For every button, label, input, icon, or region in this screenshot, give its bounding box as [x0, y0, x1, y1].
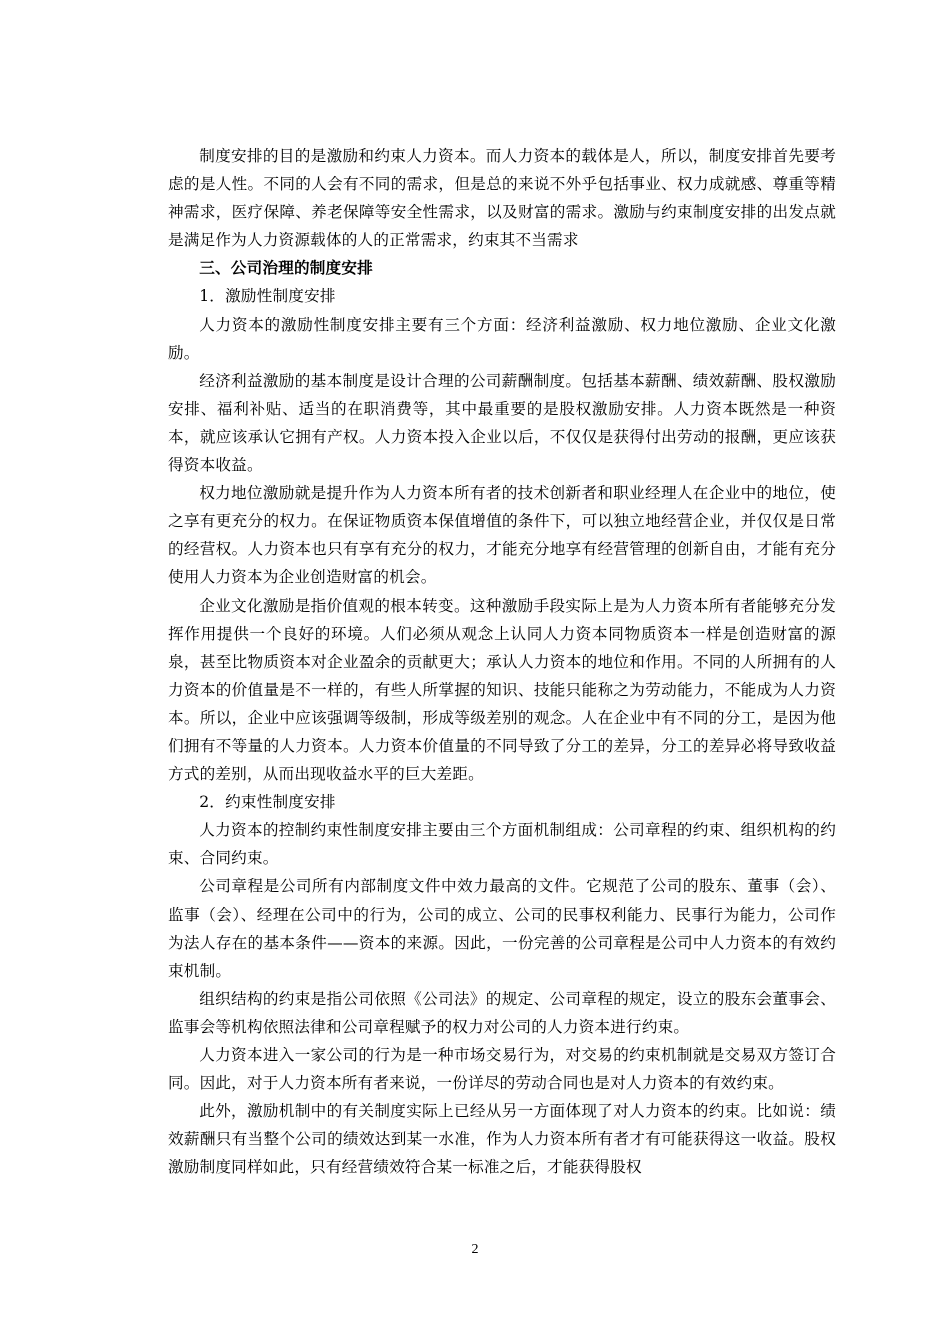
subsection-heading-incentive: 1．激励性制度安排	[199, 287, 336, 306]
paragraph-additional: 此外，激励机制中的有关制度实际上已经从另一方面体现了对人力资本的约束。比如说：绩效薪酬只有当整个公司的绩效达到某一水准，作为人力资本所有者才有可能获得这一收益。股权激励制度同样如此，只有经营绩效符合某一标准之后，才能获得股权	[168, 1102, 836, 1177]
paragraph-structure-constraint: 组织结构的约束是指公司依照《公司法》的规定、公司章程的规定，设立的股东会董事会、监事会等机构依照法律和公司章程赋予的权力对公司的人力资本进行约束。	[168, 989, 836, 1036]
paragraph-power-incentive: 权力地位激励就是提升作为人力资本所有者的技术创新者和职业经理人在企业中的地位，使之享有更充分的权力。在保证物质资本保值增值的条件下，可以独立地经营企业，并仅仅是日常的经营权。人力资本也只有享有充分的权力，才能充分地享有经营管理的创新自由，才能有充分使用人力资本为企业创造财富的机会。	[168, 484, 836, 587]
paragraph-culture-incentive: 企业文化激励是指价值观的根本转变。这种激励手段实际上是为人力资本所有者能够充分发挥作用提供一个良好的环境。人们必须从观念上认同人力资本同物质资本一样是创造财富的源泉，甚至比物质资本对企业盈余的贡献更大；承认人力资本的地位和作用。不同的人所拥有的人力资本的价值量是不一样的，有些人所掌握的知识、技能只能称之为劳动能力，不能成为人力资本。所以，企业中应该强调等级制，形成等级差别的观念。人在企业中有不同的分工，是因为他们拥有不等量的人力资本。人力资本价值量的不同导致了分工的差异，分工的差异必将导致收益方式的差别，从而出现收益水平的巨大差距。	[168, 596, 836, 784]
paragraph-charter-constraint: 公司章程是公司所有内部制度文件中效力最高的文件。它规范了公司的股东、董事（会）、监事（会）、经理在公司中的行为，公司的成立、公司的民事权利能力、民事行为能力，公司作为法人存在的基本条件——资本的来源。因此，一份完善的公司章程是公司中人力资本的有效约束机制。	[168, 877, 836, 980]
paragraph-contract-constraint: 人力资本进入一家公司的行为是一种市场交易行为，对交易的约束机制就是交易双方签订合同。因此，对于人力资本所有者来说，一份详尽的劳动合同也是对人力资本的有效约束。	[168, 1046, 836, 1093]
paragraph-incentive-overview: 人力资本的激励性制度安排主要有三个方面：经济利益激励、权力地位激励、企业文化激励。	[168, 315, 836, 362]
paragraph-economic-incentive: 经济利益激励的基本制度是设计合理的公司薪酬制度。包括基本薪酬、绩效薪酬、股权激励安排、福利补贴、适当的在职消费等，其中最重要的是股权激励安排。人力资本既然是一种资本，就应该承认它拥有产权。人力资本投入企业以后，不仅仅是获得付出劳动的报酬，更应该获得资本收益。	[168, 371, 836, 475]
paragraph-intro: 制度安排的目的是激励和约束人力资本。而人力资本的载体是人，所以，制度安排首先要考虑的是人性。不同的人会有不同的需求，但是总的来说不外乎包括事业、权力成就感、尊重等精神需求，医疗保障、养老保障等安全性需求，以及财富的需求。激励与约束制度安排的出发点就是满足作为人力资源载体的人的正常需求，约束其不当需求	[168, 147, 836, 250]
subsection-heading-constraint: 2．约束性制度安排	[199, 793, 336, 812]
section-heading: 三、公司治理的制度安排	[199, 258, 373, 278]
document-body	[168, 142, 836, 1181]
paragraph-constraint-overview: 人力资本的控制约束性制度安排主要由三个方面机制组成：公司章程的约束、组织机构的约束、合同约束。	[168, 821, 836, 868]
page-number: 2	[471, 1242, 479, 1257]
